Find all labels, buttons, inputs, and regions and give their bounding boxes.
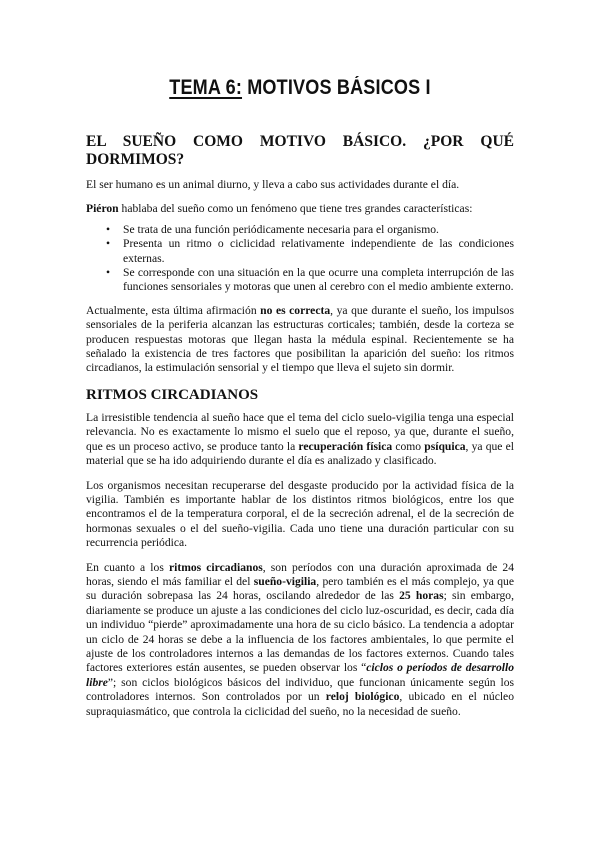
text-span: , ubicado en el núcleo supraquiasmático, que controla la ciclicidad del sueño, no la necesidad de sueño. — [86, 690, 515, 718]
section-heading-ritmos: RITMOS CIRCADIANOS — [86, 386, 259, 403]
text-span: como — [392, 439, 425, 453]
paragraph-pieron — [86, 202, 514, 216]
pieron-bold: Piéron — [86, 202, 119, 216]
list-item: • Presenta un ritmo o ciclicidad relativamente independiente de las condiciones externas. — [123, 237, 514, 266]
text-span: , son períodos con una duración aproximada de 24 horas, siendo el más familiar el del — [86, 560, 515, 588]
text-span: , ya que durante el sueño, los impulsos sensoriales de la periferia alcanzan las estructuras corticales; también, desde la corteza se producen respuestas motoras que llegan hasta la médula espinal. Recientemente se ha señalado la existencia de tres factores que posibilitan la aparición del sueño: los ritmos circadianos, la estimulación sensorial y el tiempo que lleva el sujeto sin dormir. — [86, 303, 514, 375]
paragraph-actualmente — [86, 304, 514, 376]
document-body — [86, 133, 514, 729]
title-number: TEMA 6: — [169, 76, 243, 99]
text-span: ; sin embargo, diariamente se produce un ajuste a las condiciones del ciclo luz-oscuridad, es decir, cada día un individuo “pierde” aproximadamente una hora de su ciclo básico. La tendencia a adoptar un ciclo de 24 horas se debe a la influencia de los factores ambientales, lo que permite el ajuste de los controladores internos a las demandas de los factores externos. Cuando tales factores exteriores están ausentes, se pueden observar los “ — [86, 589, 514, 675]
text-span: La irresistible tendencia al sueño hace que el tema del ciclo suelo-vigilia tenga una especial relevancia. No es exactamente lo mismo el suelo que el reposo, ya que, durante el sueño, que es un proceso activo, se produce tanto la — [86, 410, 514, 453]
bold-span: 25 horas — [399, 589, 444, 603]
paragraph-circadianos — [86, 561, 514, 719]
text-span: En cuanto a los — [86, 560, 169, 574]
bold-span: ritmos circadianos — [168, 560, 263, 574]
section-heading-sueno: EL SUEÑO COMO MOTIVO BÁSICO. ¿POR QUÉ DORMIMOS? — [86, 133, 514, 168]
bold-span: recuperación física — [298, 439, 393, 453]
title-text: MOTIVOS BÁSICOS I — [242, 76, 431, 99]
list-item: • Se trata de una función periódicamente necesaria para el organismo. — [123, 223, 514, 237]
text-span: ”; son ciclos biológicos básicos del individuo, que funcionan únicamente según los controladores internos. Son controlados por un — [86, 675, 514, 704]
text-span: , ya que el material que se ha ido adquiriendo durante el día es analizado y clasificado. — [86, 439, 514, 468]
bold-span: reloj biológico — [325, 690, 400, 704]
pieron-text: hablaba del sueño como un fenómeno que tiene tres grandes características: — [118, 202, 473, 216]
bold-span: psíquica — [424, 439, 466, 453]
bold-italic-span: ciclos o períodos de desarrollo libre — [86, 661, 515, 689]
paragraph-tendencia — [86, 411, 514, 469]
paragraph-intro: El ser humano es un animal diurno, y lleva a cabo sus actividades durante el día. — [86, 178, 460, 191]
characteristics-list — [86, 223, 514, 295]
paragraph-organismos: Los organismos necesitan recuperarse del desgaste producido por la actividad física de la vigilia. También es importante hablar de los distintos ritmos biológicos, entre los que encontramos el de la temperatura corporal, el de la secreción adrenal, el de la secreción de hormonas sexuales o el del sueño-vigilia. Cada uno tiene una duración particular con su recurrencia periódica. — [86, 478, 514, 550]
bold-span: no es correcta — [260, 303, 331, 317]
list-item: • Se corresponde con una situación en la que ocurre una completa interrupción de las funciones sensoriales y motoras que unen al cerebro con el medio ambiente externo. — [123, 266, 514, 295]
page-title — [42, 76, 558, 100]
text-span: Actualmente, esta última afirmación — [86, 303, 261, 317]
text-span: , pero también es el más complejo, ya que su duración sobrepasa las 24 horas, oscilando alrededor de las — [86, 574, 514, 603]
bold-span: sueño-vigilia — [253, 574, 317, 588]
